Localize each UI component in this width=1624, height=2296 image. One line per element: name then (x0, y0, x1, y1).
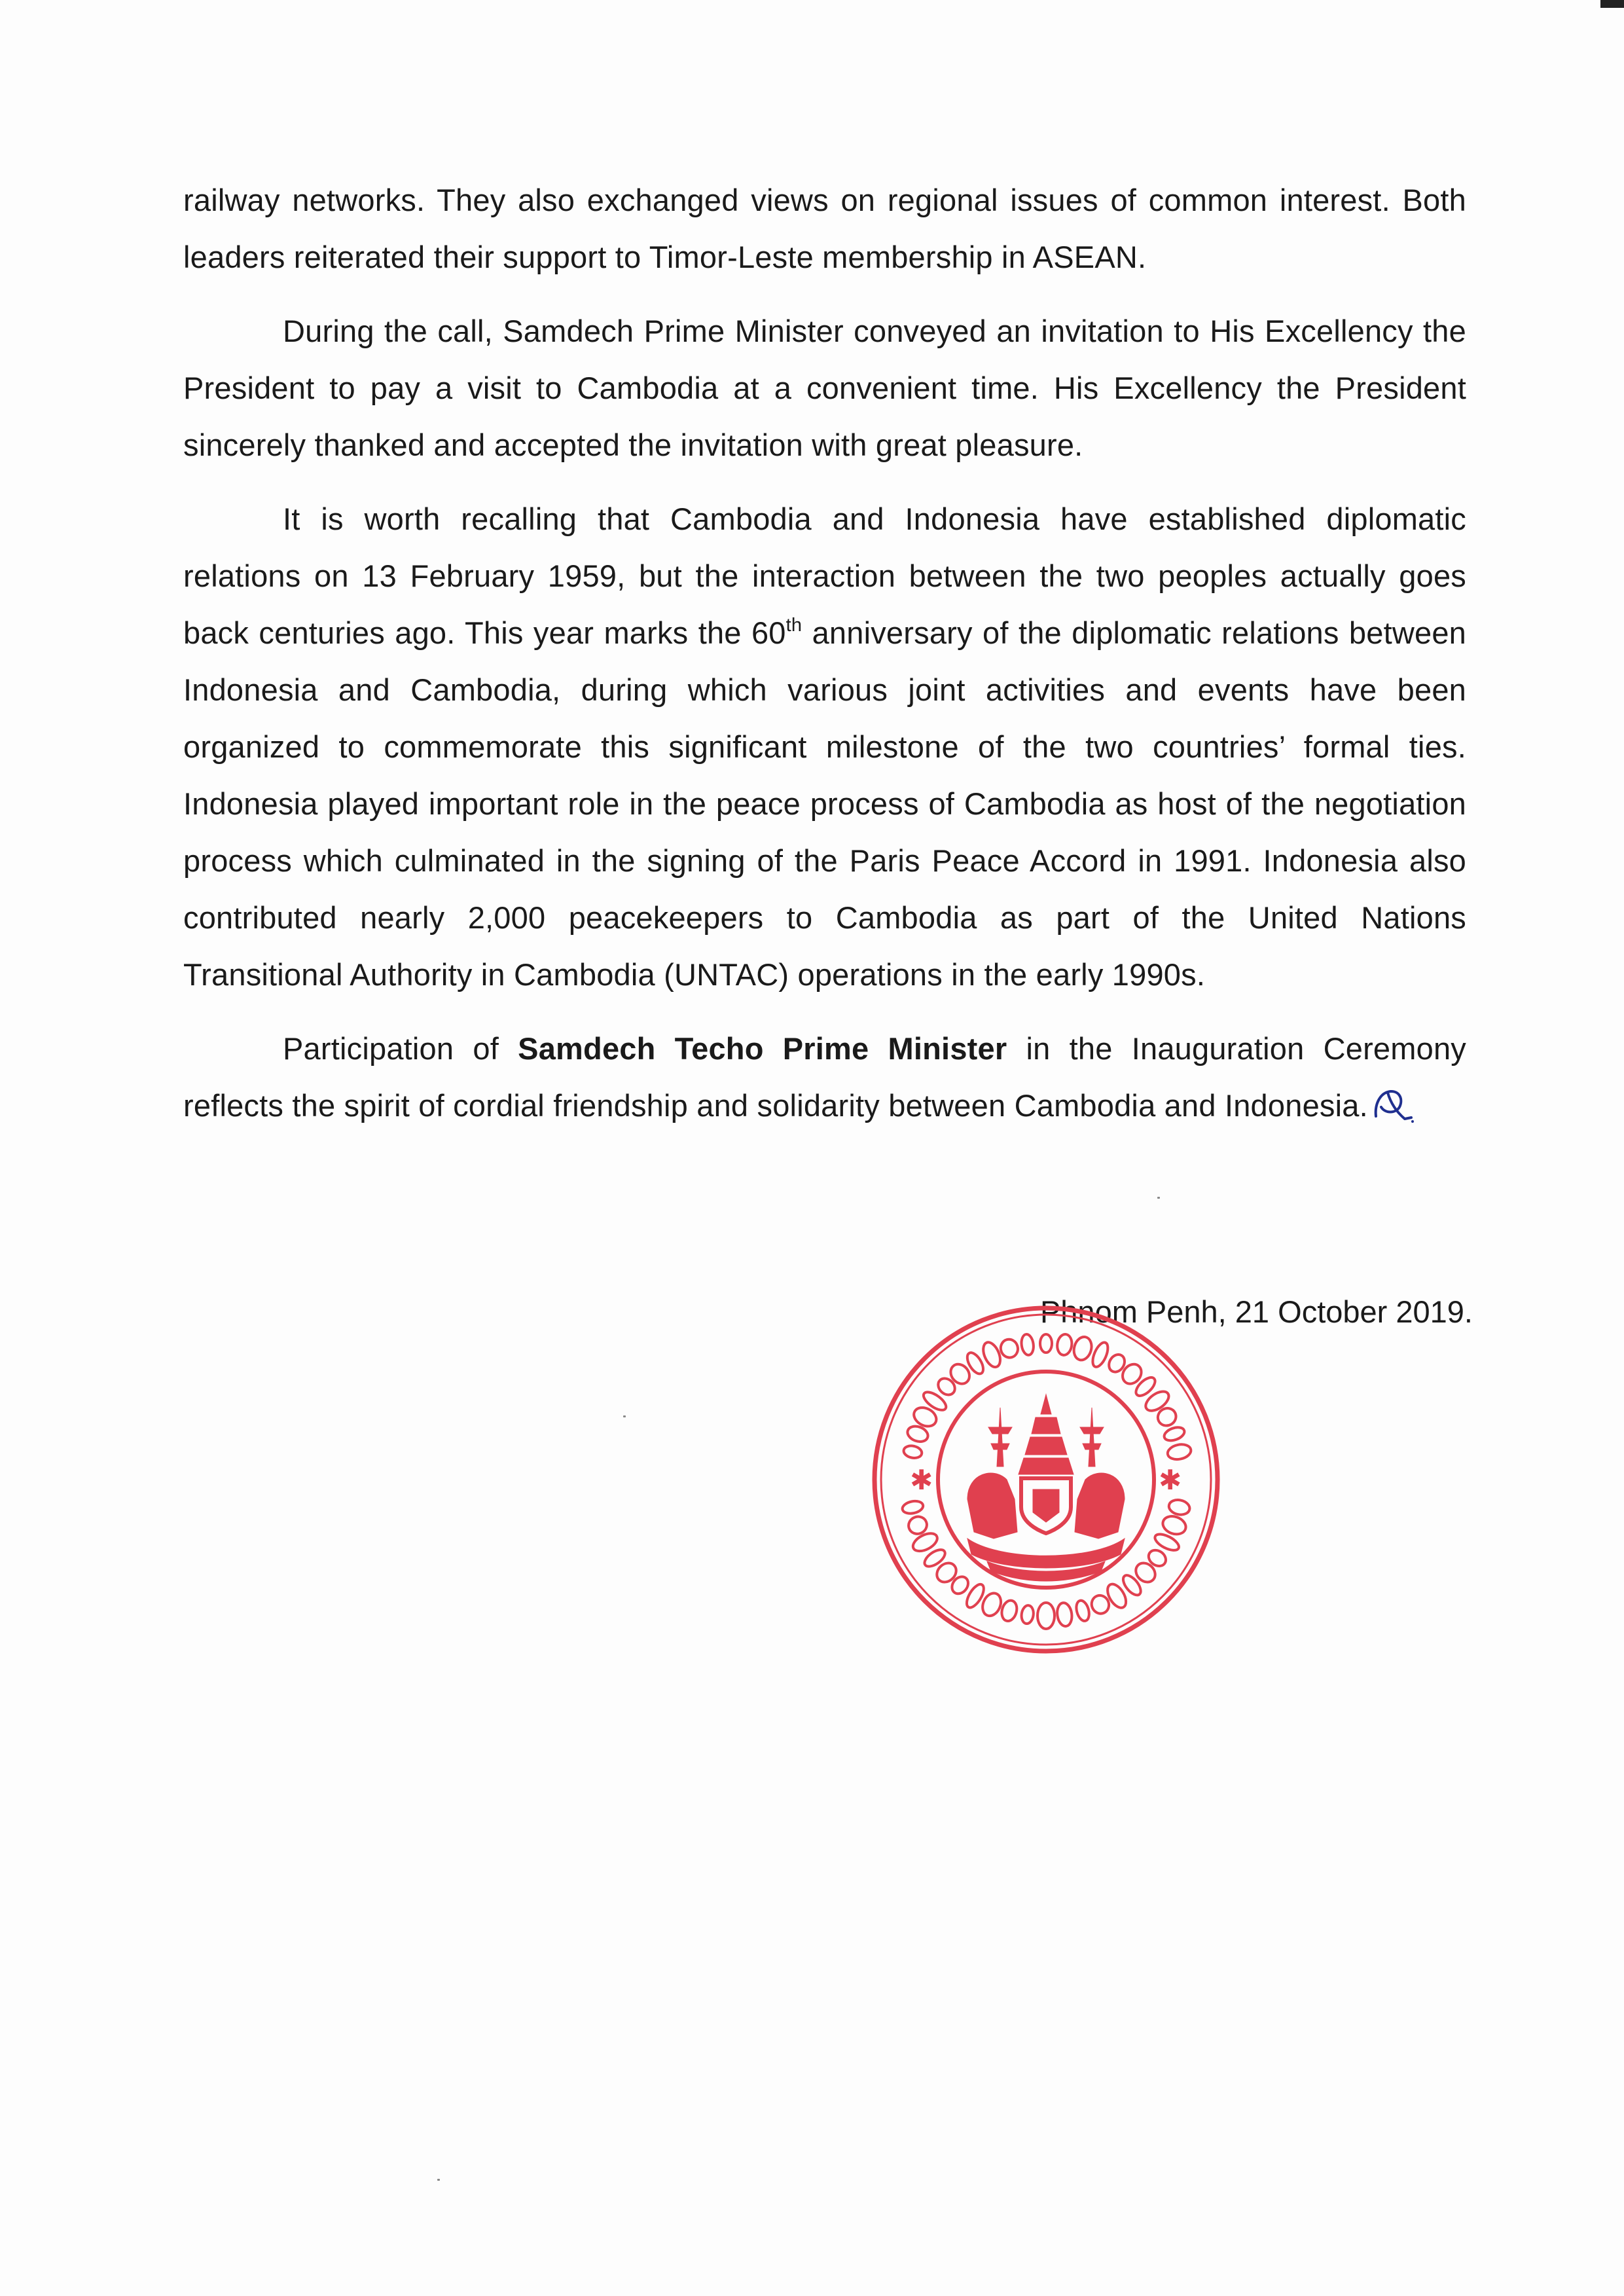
scan-speck (437, 2179, 440, 2181)
paragraph-4-text-a: Participation of (283, 1031, 518, 1066)
svg-text:✱: ✱ (1159, 1464, 1182, 1496)
scan-speck (1157, 1197, 1160, 1199)
paragraph-2 (183, 302, 1466, 473)
seal-ring-glyph (1038, 1603, 1055, 1629)
letter-body (183, 172, 1466, 1151)
seal-ring-glyph (948, 1573, 971, 1597)
seal-ring-glyph (1168, 1498, 1191, 1516)
paragraph-4-bold-title: Samdech Techo Prime Minister (518, 1031, 1007, 1066)
seal-ring-glyph (903, 1444, 923, 1459)
seal-ring-glyph (1056, 1334, 1073, 1357)
place-and-date: Phnom Penh, 21 October 2019. (1039, 1294, 1473, 1329)
seal-ring-lettering (901, 1334, 1193, 1629)
seal-ring-glyph (921, 1389, 949, 1413)
paragraph-3 (183, 490, 1466, 1003)
royal-crest-seal-icon (869, 1303, 1223, 1656)
seal-ring-glyph (1000, 1599, 1019, 1623)
ordinal-superscript: th (785, 615, 803, 636)
seal-ring-glyph (1163, 1425, 1186, 1443)
paragraph-4 (183, 1020, 1466, 1134)
paragraph-1-text: railway networks. They also exchanged views on regional issues of common interest. Both leaders reiterated their support to Timor-Leste membership in ASEAN. (183, 183, 1466, 274)
seal-ring-glyph (1161, 1513, 1189, 1537)
seal-ring-glyph (1056, 1602, 1074, 1628)
paragraph-3-text-b: anniversary of the diplomatic relations between Indonesia and Cambodia, during which various joint activities and events have been organized to commemorate this significant milestone of the two countries’ formal ties. Indonesia played important role in the peace process of Cambodia as host of the negotiation process which culminated in the signing of the Paris Peace Accord in 1991. Indonesia also contributed nearly 2,000 peacekeepers to Cambodia as part of the United Nations Transitional Authority in Cambodia (UNTAC) operations in the early 1990s. (183, 615, 1466, 992)
scan-speck (623, 1415, 626, 1417)
seal-ring-glyph (1020, 1605, 1035, 1624)
paragraph-4-text-b: in the Inauguration Ceremony reflects the spirit of cordial friendship and solidarity between Cambodia and Indonesia. (183, 1031, 1467, 1123)
seal-ring-glyph (1040, 1334, 1052, 1353)
seal-ring-glyph (1166, 1442, 1193, 1461)
seal-ring-glyph (935, 1375, 958, 1398)
seal-ring-glyph (1020, 1334, 1035, 1356)
seal-ring-glyph (1074, 1599, 1091, 1622)
seal-ring-glyph (1072, 1335, 1094, 1362)
paragraph-3-text-a: It is worth recalling that Cambodia and Indonesia have established diplomatic relations on 13 February 1959, but the interaction between the two peoples actually goes back centuries ago. This year marks the 60 (183, 501, 1466, 650)
paragraph-1 (183, 172, 1466, 285)
seal-ring-glyph (999, 1338, 1020, 1360)
handwritten-initial-icon (1371, 1085, 1416, 1131)
paragraph-2-text: During the call, Samdech Prime Minister conveyed an invitation to His Excellency the President to pay a visit to Cambodia at a convenient time. His Excellency the President sincerely thanked and accepted the invitation with great pleasure. (183, 314, 1466, 462)
scan-corner-mark (1600, 0, 1624, 8)
seal-ring-glyph (901, 1499, 924, 1515)
svg-text:✱: ✱ (910, 1464, 933, 1496)
